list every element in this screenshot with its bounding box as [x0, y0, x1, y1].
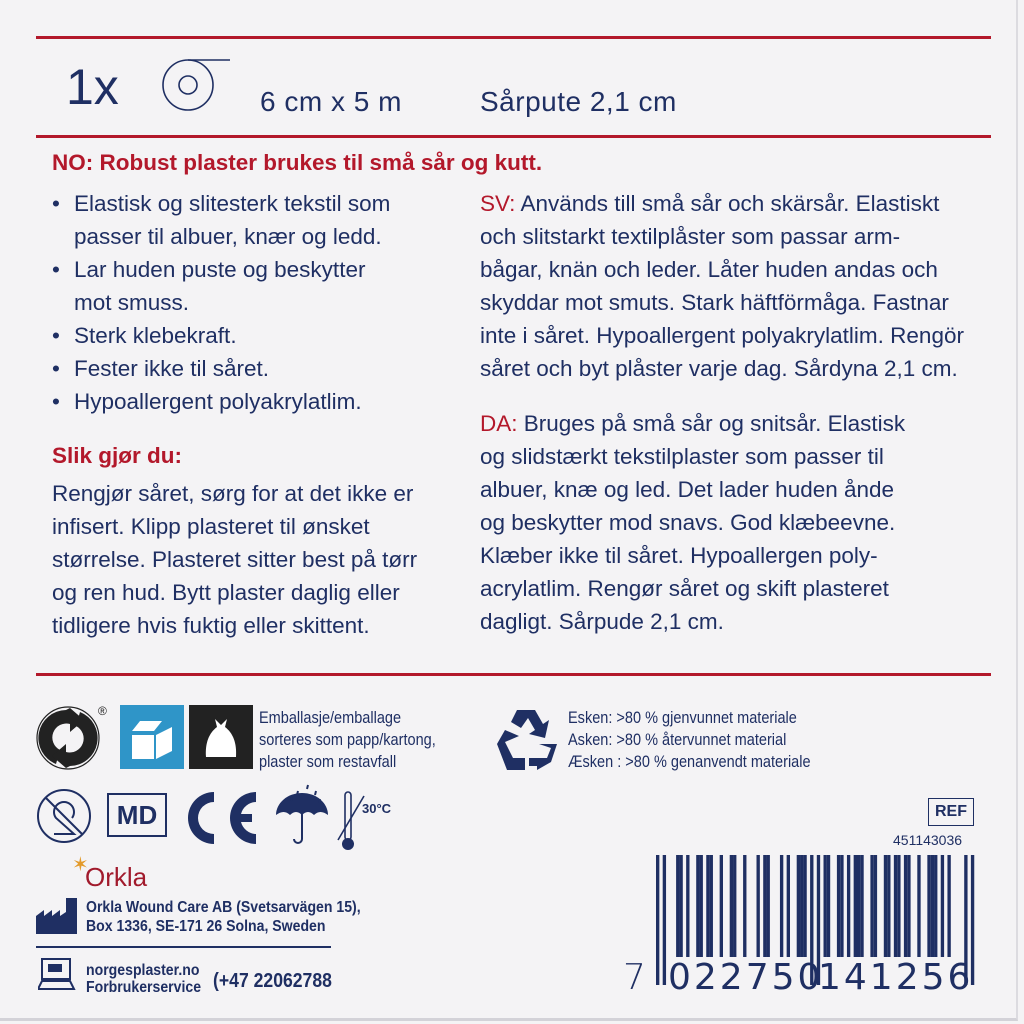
barcode-bar [800, 855, 803, 957]
ref-number: 451143036 [893, 832, 963, 848]
howto-heading: Slik gjør du: [52, 443, 183, 468]
barcode-bar [887, 855, 890, 957]
contact-text: norgesplaster.no Forbrukerservice [86, 962, 202, 996]
medical-device-md-symbol: MD [107, 793, 167, 837]
da-text: DA: Bruges på små sår og snitsår. Elastisk og slidstærkt tekstilplaster som passer til albuer, knæ og led. Det lader huden ånde og beskytter mod snavs. God klæbeevne. Klæber ikke til såret. Hypoallergen poly- acrylatlim. Rengør såret og skift plasteret dagligt. Sårpude 2,1 cm. [480, 411, 906, 634]
footer-divider [36, 673, 991, 676]
size-label: 6 cm x 5 m [260, 86, 402, 117]
barcode-bar [840, 855, 843, 957]
no-bullet-list [52, 187, 390, 418]
bullet-item: • Hypoallergent polyakrylatlim. [52, 385, 390, 418]
barcode-bar [860, 855, 863, 957]
pad-label: Sårpute 2,1 cm [480, 86, 677, 117]
barcode-bar [743, 855, 746, 957]
barcode-bar [904, 855, 907, 957]
barcode-left-digits: 022750 [668, 957, 824, 998]
barcode-first-digit: 7 [623, 957, 646, 998]
barcode-bar [696, 855, 699, 957]
barcode-bar [947, 855, 950, 957]
website-link[interactable]: norgesplaster.no [86, 962, 200, 979]
top-divider [36, 36, 991, 39]
barcode-bar [767, 855, 770, 957]
barcode-bar [676, 855, 679, 957]
barcode-bar [917, 855, 920, 957]
keep-dry-umbrella-icon [274, 783, 330, 845]
ce-mark-icon [186, 788, 264, 848]
barcode-bar [847, 855, 850, 957]
barcode-bar [710, 855, 713, 957]
manufacturer-address: Orkla Wound Care AB (Svetsarvägen 15), Box 1336, SE-171 26 Solna, Sweden [86, 899, 361, 935]
no-heading: NO: Robust plaster brukes til små sår og kutt. [52, 150, 543, 175]
barcode-bar [720, 855, 723, 957]
barcode-bar [803, 855, 806, 957]
barcode-bar [907, 855, 910, 957]
barcode-bar [730, 855, 733, 957]
disposal-text: Emballasje/emballage sorteres som papp/kartong, plaster som restavfall [259, 709, 436, 771]
bullet-item: • Elastisk og slitesterk tekstil som passer til albuer, knær og ledd. [52, 187, 390, 253]
barcode-right-digits: 141256 [818, 957, 974, 998]
barcode-bar [927, 855, 930, 957]
tape-roll-icon [160, 56, 232, 114]
barcode-bar [934, 855, 937, 957]
temperature-label: 30°C [362, 801, 392, 816]
header-divider [36, 135, 991, 138]
orkla-star-icon: ✶ [72, 854, 89, 876]
green-dot-icon [36, 706, 100, 770]
address-divider [36, 946, 331, 948]
howto-text: Rengjør såret, sørg for at det ikke er infisert. Klipp plasteret til ønsket størrelse. Plasteret sitter best på tørr og ren hud. Bytt plaster daglig eller tidligere hvis fuktig eller skittent. [52, 481, 418, 638]
barcode-bar [837, 855, 840, 957]
barcode-bar [700, 855, 703, 957]
temperature-limit-icon [336, 790, 366, 856]
bullet-item: • Sterk klebekraft. [52, 319, 390, 352]
sv-text: SV: Används till små sår och skärsår. Elastiskt och slitstarkt textilplåster som passar arm- bågar, knän och leder. Låter huden andas och skyddar mot smuts. Stark häftförmåga. Fastnar inte i såret. Hypoallergent polyakrylatlim. Rengör såret och byt plåster varje dag. Sårdyna 2,1 cm. [480, 191, 964, 381]
barcode-bar [757, 855, 760, 957]
barcode-bar [931, 855, 934, 957]
bullet-item: • Lar huden puste og beskytter mot smuss. [52, 253, 390, 319]
barcode-bar [686, 855, 689, 957]
barcode-bar [941, 855, 944, 957]
cardboard-box-icon [120, 705, 184, 769]
website-laptop-icon [38, 957, 76, 991]
recycle-icon [493, 708, 559, 772]
orkla-logo: Orkla [85, 862, 148, 892]
barcode-bar [870, 855, 873, 957]
registered-mark: ® [98, 704, 107, 718]
barcode-bar [827, 855, 830, 957]
barcode-bar [824, 855, 827, 957]
barcode-bar [874, 855, 877, 957]
recycling-text: Esken: >80 % gjenvunnet materiale Asken: >80 % återvunnet material Æsken : >80 % genanvendt materiale [568, 709, 811, 771]
barcode-bar [733, 855, 736, 957]
barcode-bar [854, 855, 857, 957]
bullet-item: • Fester ikke til såret. [52, 352, 390, 385]
barcode-bar [787, 855, 790, 957]
waste-bag-icon [189, 705, 253, 769]
manufacturer-factory-icon [36, 896, 78, 936]
barcode-bar [797, 855, 800, 957]
barcode-bar [763, 855, 766, 957]
barcode-bar [897, 855, 900, 957]
do-not-reuse-icon [36, 788, 92, 844]
barcode-bar [656, 855, 659, 985]
barcode-bar [884, 855, 887, 957]
phone-icon: ( [213, 970, 219, 992]
barcode-bar [679, 855, 682, 957]
barcode-bar [706, 855, 709, 957]
barcode-bar [857, 855, 860, 957]
barcode-bar [663, 855, 666, 985]
barcode-bar [894, 855, 897, 957]
quantity: 1x [66, 59, 119, 115]
phone-number: (+47 22062788 [213, 970, 332, 992]
barcode-bar [780, 855, 783, 957]
ref-symbol: REF [928, 798, 974, 826]
